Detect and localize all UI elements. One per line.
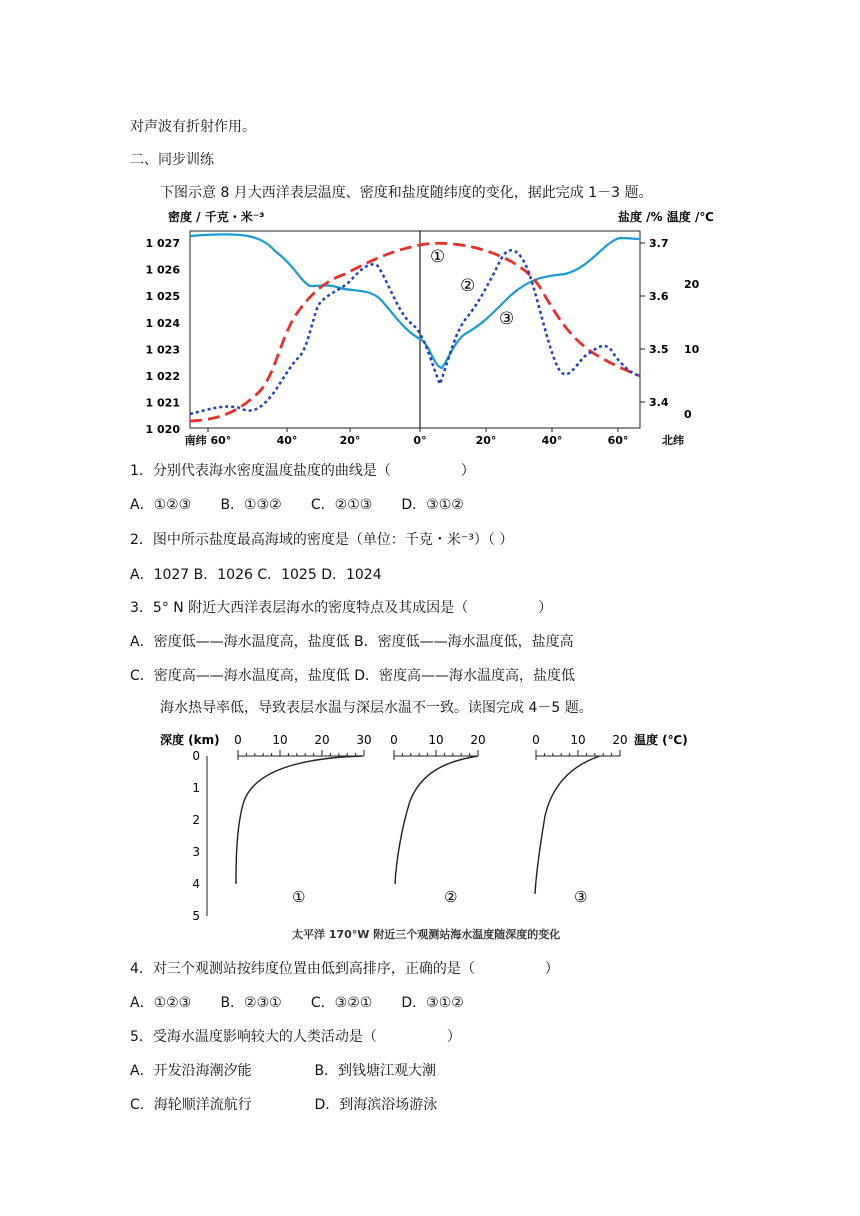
- depth-tick: 5: [192, 909, 200, 923]
- depth-tick: 0: [192, 749, 200, 763]
- temp-tick: 20: [470, 733, 486, 747]
- q5-option-c[interactable]: C．海轮顺洋流航行: [130, 1097, 252, 1113]
- x-tick: 20°: [339, 434, 361, 447]
- q5-option-b[interactable]: B．到钱塘江观大潮: [314, 1063, 437, 1079]
- question-5-options-ab: [130, 1060, 436, 1080]
- question-3: 3．5° N 附近大西洋表层海水的密度特点及其成因是（ ）: [130, 600, 553, 616]
- atlantic-chart: [145, 206, 714, 452]
- question-3-options-cd: C．密度高——海水温度高，盐度低 D．密度高——海水温度高，盐度低: [130, 668, 576, 684]
- salinity-tick: 3.6: [649, 290, 669, 303]
- curve-label-1: ①: [430, 247, 446, 267]
- question-5-options-cd: [130, 1094, 437, 1114]
- chart2-intro: 海水热导率低，导致表层水温与深层水温不一致。读图完成 4－5 题。: [160, 700, 593, 716]
- density-tick: 1 024: [145, 316, 180, 330]
- temp-tick: 20: [612, 733, 628, 747]
- chart1-intro: 下图示意 8 月大西洋表层温度、密度和盐度随纬度的变化，据此完成 1－3 题。: [160, 185, 653, 201]
- x-tick: 0°: [413, 434, 427, 447]
- salinity-tick: 3.7: [649, 237, 669, 250]
- profile-curve-1: [236, 756, 362, 884]
- q1-option-a[interactable]: A．①②③: [130, 497, 192, 513]
- intro-line: 对声波有折射作用。: [130, 119, 256, 135]
- density-tick: 1 025: [145, 290, 180, 304]
- x-tick: 40°: [276, 434, 298, 447]
- q4-option-c[interactable]: C．③②①: [310, 995, 373, 1011]
- station-label-1: ①: [292, 888, 306, 906]
- depth-tick: 2: [192, 813, 200, 827]
- salinity-tick: 3.5: [649, 343, 669, 356]
- q5-option-a[interactable]: A．开发沿海潮汐能: [130, 1063, 252, 1079]
- question-4-options: [130, 992, 464, 1012]
- x-tick: 20°: [475, 434, 497, 447]
- profile-curve-3: [535, 756, 600, 894]
- curve-dotted: [190, 250, 640, 414]
- question-3-options-ab: A．密度低——海水温度高，盐度低 B．密度低——海水温度低，盐度高: [130, 634, 574, 650]
- temp-tick: 10: [428, 733, 444, 747]
- temp-tick: 30: [356, 733, 372, 747]
- temperature-tick: 0: [684, 408, 692, 421]
- chart2-caption: 太平洋 170°W 附近三个观测站海水温度随深度的变化: [292, 928, 561, 941]
- q4-option-d[interactable]: D．③①②: [401, 995, 464, 1011]
- q1-option-b[interactable]: B．①③②: [220, 497, 282, 513]
- salinity-tick: 3.4: [649, 396, 669, 409]
- temperature-tick: 20: [684, 278, 700, 291]
- curve-label-3: ③: [499, 309, 515, 329]
- question-2-options: A．1027 B．1026 C．1025 D．1024: [130, 567, 382, 583]
- q5-option-d[interactable]: D．到海滨浴场游泳: [314, 1097, 438, 1113]
- x-tick: 北纬: [662, 434, 684, 447]
- depth-tick: 1: [192, 781, 200, 795]
- temp-tick: 0: [390, 733, 398, 747]
- temp-tick: 10: [272, 733, 288, 747]
- x-tick: 40°: [541, 434, 563, 447]
- temp-tick: 0: [234, 733, 242, 747]
- curve-dashed: [190, 243, 640, 421]
- temperature-tick: 10: [684, 343, 700, 356]
- q1-option-c[interactable]: C．②①③: [310, 497, 373, 513]
- depth-tick: 4: [192, 877, 200, 891]
- chart1-right-label: 盐度 /% 温度 /℃: [618, 210, 714, 224]
- question-5: 5．受海水温度影响较大的人类活动是（ ）: [130, 1029, 461, 1045]
- temp-tick: 20: [314, 733, 330, 747]
- x-tick: 60°: [607, 434, 629, 447]
- question-2: 2．图中所示盐度最高海域的密度是（单位：千克・米⁻³）（ ）: [130, 532, 514, 548]
- temp-tick: 0: [532, 733, 540, 747]
- density-tick: 1 020: [145, 423, 180, 437]
- question-4: 4．对三个观测站按纬度位置由低到高排序，正确的是（ ）: [130, 961, 559, 977]
- station-label-3: ③: [574, 888, 588, 906]
- pacific-profile-chart: [160, 726, 720, 948]
- q1-option-d[interactable]: D．③①②: [401, 497, 464, 513]
- depth-axis-label: 深度 (km): [160, 733, 220, 747]
- density-tick: 1 022: [145, 370, 180, 383]
- x-tick: 南纬 60°: [184, 434, 232, 447]
- density-tick: 1 026: [145, 263, 180, 277]
- profile-curve-2: [395, 756, 478, 884]
- temp-tick: 10: [570, 733, 586, 747]
- curve-solid: [190, 234, 640, 368]
- chart1-left-label: 密度 / 千克・米⁻³: [168, 210, 265, 224]
- question-1-options: [130, 494, 464, 514]
- section-heading: 二、同步训练: [130, 152, 214, 168]
- density-tick: 1 027: [145, 237, 180, 250]
- question-1: 1．分别代表海水密度温度盐度的曲线是（ ）: [130, 463, 475, 479]
- station-label-2: ②: [444, 888, 458, 906]
- q4-option-b[interactable]: B．②③①: [220, 995, 282, 1011]
- temp-axis-label: 温度 (℃): [634, 733, 688, 747]
- q4-option-a[interactable]: A．①②③: [130, 995, 192, 1011]
- density-tick: 1 023: [145, 343, 180, 357]
- density-tick: 1 021: [145, 396, 180, 410]
- chart1-frame: [190, 231, 640, 428]
- curve-label-2: ②: [460, 276, 476, 296]
- depth-tick: 3: [192, 845, 200, 859]
